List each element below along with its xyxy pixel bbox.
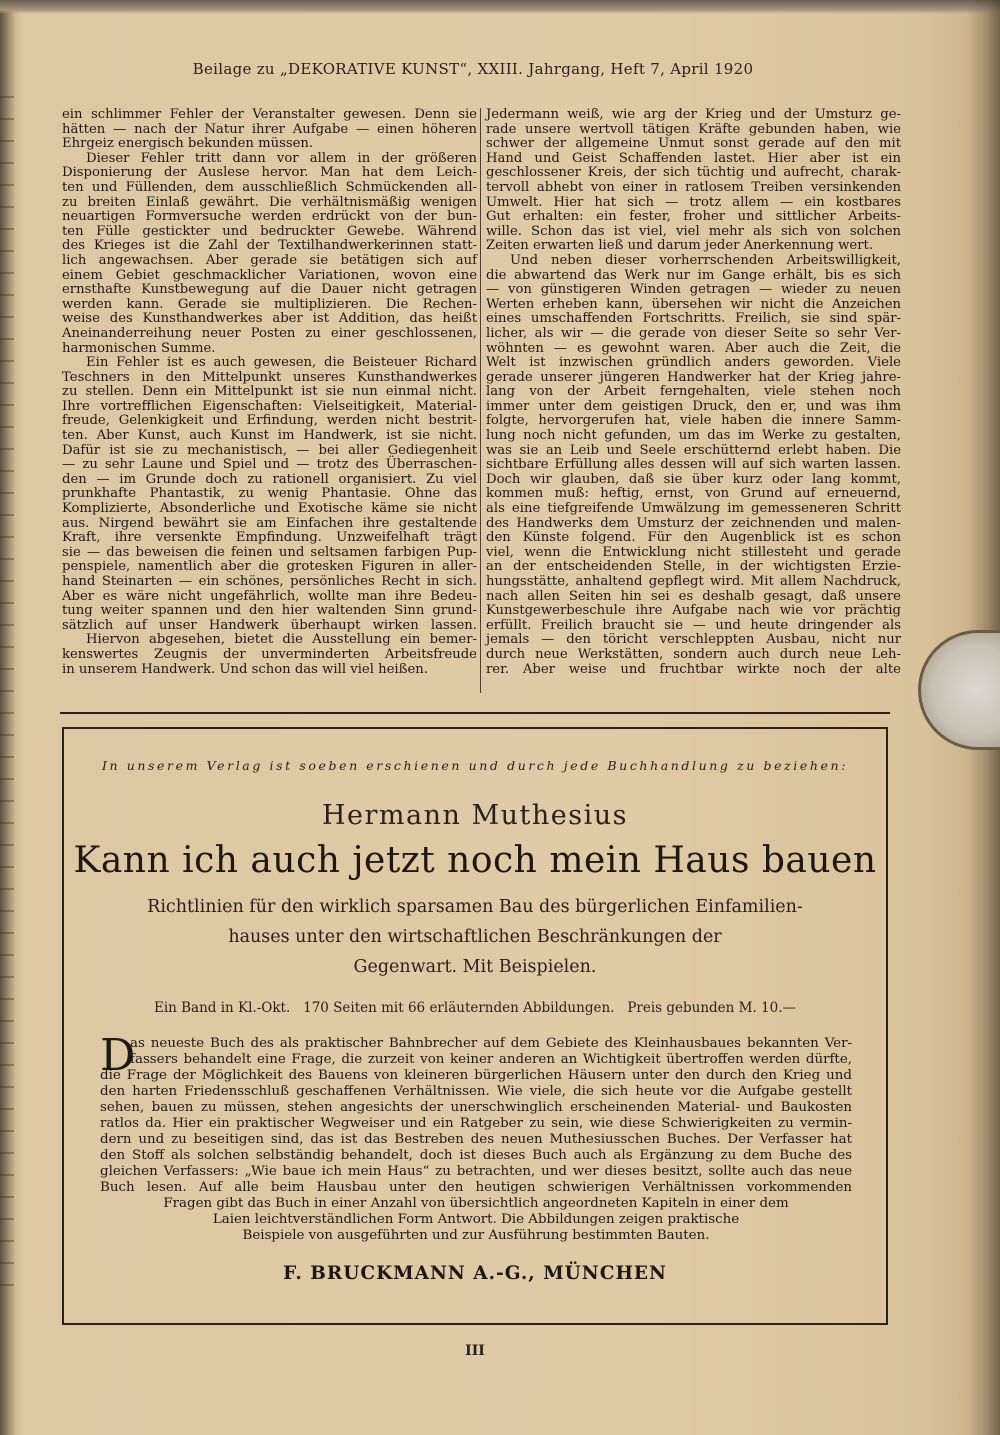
text-line: Kraft, ihre versenkte Empfindung. Unzweifelhaft trägt [62,530,477,546]
ad-body-line: Laien leichtverständlichen Form Antwort. Die Abbildungen zeigen praktische [212,1212,740,1227]
text-line: rade unsere wertvoll tätigen Kräfte gebunden haben, wie [486,121,901,137]
text-line: lung noch nicht gefunden, um das im Werke zu gestalten, [486,428,901,444]
text-line: an der entscheidenden Stelle, in der wichtigsten Erzie- [486,559,901,575]
text-line: die abwartend das Werk nur im Gange erhält, bis es sich [486,267,901,283]
text-line: licher, als wir — die gerade von dieser Seite so sehr Ver- [486,325,901,341]
ad-dropcap: D [100,1030,136,1081]
text-line: des Krieges ist die Zahl der Textilhandwerkerinnen statt- [62,238,477,254]
text-line: Jedermann weiß, wie arg der Krieg und der Umsturz ge- [486,107,901,122]
text-line: den — im Grunde doch zu rationell organisiert. Zu viel [62,471,477,487]
text-line: wille. Schon das ist viel, viel mehr als sich von solchen [486,223,901,239]
text-line: rer. Aber weise und fruchtbar wirkte noch der alte [486,661,901,677]
text-line: Dieser Fehler tritt dann vor allem in der größeren [86,150,477,166]
text-line: — zu sehr Laune und Spiel und — trotz des Überraschen- [62,457,477,473]
text-line: was sie an Leib und Seele erschütternd erlebt haben. Die [486,442,901,458]
text-line: Welt ist inzwischen gründlich anders geworden. Viele [486,355,901,371]
text-line: Disponierung der Auslese hervor. Man hat dem Leich- [62,165,477,181]
text-line: weise des Kunsthandwerkes aber ist Addition, das heißt [62,311,477,327]
ad-intro: In unserem Verlag ist soeben erschienen und durch jede Buchhandlung zu beziehen: [101,758,849,773]
text-line: Ihre vortrefflichen Eigenschaften: Vielseitigkeit, Material- [62,398,477,414]
ad-author: Hermann Muthesius [322,800,628,831]
ad-body-line: ratlos da. Hier ein praktischer Wegweiser und ein Ratgeber zu sein, wie diese Schwierigkeiten zu vermin- [100,1116,852,1131]
text-line: Kunstgewerbeschule ihre Aufgabe nach wie vor prächtig [486,603,901,619]
ad-subtitle-line: Gegenwart. Mit Beispielen. [353,957,597,977]
ad-book-title: Kann ich auch jetzt noch mein Haus bauen [73,840,877,881]
text-line: Hiervon abgesehen, bietet die Ausstellung ein bemer- [86,632,477,648]
text-line: immer unter dem geistigen Druck, den er, und was ihm [486,398,901,414]
text-line: — von günstigeren Winden getragen — wieder zu neuen [486,282,901,298]
text-line: werden kann. Gerade sie multiplizieren. Die Rechen- [62,296,477,312]
text-line: kenswertes Zeugnis der unverminderten Arbeitsfreude [62,646,477,662]
text-line: Umwelt. Hier hat sich — trotz allem — ein kostbares [486,194,901,210]
text-line: Und neben dieser vorherrschenden Arbeitswilligkeit, [510,252,901,268]
ad-body-line: die Frage der Möglichkeit des Bauens von kleineren bürgerlichen Häusern unter den durch den Krieg und [100,1068,852,1083]
ad-body-line: Buch lesen. Auf alle beim Hausbau unter den heutigen schwierigen Verhältnissen vorkommenden [100,1180,852,1195]
text-line: gerade unserer jüngeren Handwerker hat der Krieg jahre- [486,369,901,385]
article-column-left [62,108,477,677]
ad-body-line: den harten Friedensschluß geschaffenen Verhältnissen. Wie viele, die sich heute vor die Aufgabe gestellt [100,1084,852,1099]
text-line: hätten — nach der Natur ihrer Aufgabe — einen höheren [62,121,477,137]
page-number: III [465,1343,485,1359]
ad-body-line: dern und zu beseitigen sind, das ist das Bestreben des neuen Muthesiusschen Buches. Der Verfasser hat [100,1132,852,1147]
text-line: in unserem Handwerk. Und schon das will viel heißen. [62,661,428,677]
text-line: sie — das beweisen die feinen und seltsamen farbigen Pup- [62,544,477,560]
text-line: ein schlimmer Fehler der Veranstalter gewesen. Denn sie [62,107,477,122]
ad-body-line: den Stoff als solchen selbständig behandelt, doch ist dieses Buch auch als Ergänzung zu dem Buche des [100,1148,852,1163]
text-line: sichtbare Erfüllung alles dessen will auf sich warten lassen. [486,457,901,473]
text-line: Hand und Geist Schaffenden lastet. Hier aber ist ein [486,150,901,166]
article-column-right [486,108,901,677]
text-line: kommen muß: heftig, ernst, von Grund auf erneuernd, [486,486,901,502]
text-line: Gut erhalten: ein fester, froher und sittlicher Arbeits- [486,209,901,225]
text-line: lang von der Arbeit ferngehalten, viele stehen noch [486,384,901,400]
text-line: neuartigen Formversuche werden erdrückt von der bun- [62,209,477,225]
text-line: Doch wir glauben, daß sie über kurz oder lang kommt, [486,471,901,487]
text-line: jemals — den töricht verschleppten Ausbau, nicht nur [486,632,901,648]
text-line: Dafür ist sie zu mechanistisch, — bei aller Gediegenheit [62,442,477,458]
text-line: prunkhafte Phantastik, zu wenig Phantasie. Ohne das [62,486,477,502]
text-line: ten. Aber Kunst, auch Kunst im Handwerk, ist sie nicht. [62,428,477,444]
text-line: Teschners in den Mittelpunkt unseres Kunsthandwerkes [62,369,477,385]
text-line: hand Steinarten — ein schönes, persönliches Recht in sich. [62,574,477,589]
ad-body-line: fassers behandelt eine Frage, die zurzeit von keiner anderen an Wichtigkeit übertroffen werden dürfte, [130,1052,852,1067]
text-line: zu breiten Einlaß gewährt. Die verhältnismäßig wenigen [62,194,477,210]
text-line: hungsstätte, anhaltend gepflegt wird. Mit allem Nachdruck, [486,574,901,589]
text-line: als eine tiefgreifende Umwälzung im gemesseneren Schritt [486,501,901,517]
text-line: Aneinanderreihung neuer Posten zu einer geschlossenen, [62,325,477,341]
adjacent-page-edge [0,96,14,1296]
ad-body-line: Beispiele von ausgeführten und zur Ausführung bestimmten Bauten. [242,1228,710,1243]
ad-body [100,1030,852,1244]
text-line: Komplizierte, Absonderliche und Exotische käme sie nicht [62,501,477,517]
text-line: tung weiter spannen und den hier waltenden Sinn grund- [62,603,477,619]
ad-subtitle-line: hauses unter den wirtschaftlichen Beschränkungen der [228,927,722,947]
text-line: tervoll abhebt von einer in ratlosem Treiben versinkenden [486,179,901,195]
ad-body-line: as neueste Buch des als praktischer Bahnbrecher auf dem Gebiete des Kleinhausbaues bekannten Ver- [130,1036,852,1051]
top-edge [0,0,1000,14]
text-line: einem Gebiet geschmacklicher Variationen, wovon eine [62,267,477,283]
text-line: Ehrgeiz energisch bekunden müssen. [62,136,314,152]
text-line: eines umschaffenden Fortschritts. Freilich, sie sind spär- [486,311,901,327]
text-line: Zeiten erwarten ließ und darum jeder Anerkennung wert. [486,238,874,254]
text-line: erfüllt. Freilich braucht sie — und heute dringender als [486,617,901,633]
text-line: geschlossener Kreis, der sich tüchtig und aufrecht, charak- [486,165,901,181]
text-line: des Handwerks dem Umsturz der zeichnenden und malen- [486,515,901,531]
text-line: harmonischen Summe. [62,340,216,356]
text-line: viel, wenn die Entwicklung nicht stillesteht und gerade [486,544,901,560]
text-line: ten Fülle gestickter und bedruckter Gewebe. Während [62,223,477,239]
section-rule [60,712,890,714]
text-line: penspiele, namentlich aber die grotesken Figuren in aller- [62,559,477,575]
ad-body-line: sehen, bauen zu müssen, stehen angesichts der unerschwinglich erscheinenden Material- und Baukosten [100,1100,852,1115]
ad-publisher: F. BRUCKMANN A.-G., MÜNCHEN [283,1263,667,1284]
ad-body-line: Fragen gibt das Buch in einer Anzahl von übersichtlich angeordneten Kapiteln in einer dem [163,1196,789,1211]
ad-details: Ein Band in Kl.-Okt. 170 Seiten mit 66 erläuternden Abbildungen. Preis gebunden M. 10.— [153,1000,797,1016]
text-line: Aber es wäre nicht ungefährlich, wollte man ihre Bedeu- [62,588,477,604]
text-line: den Künste folgend. Für den Augenblick ist es schon [486,530,901,546]
text-line: wöhnten — es gewohnt waren. Aber auch die Zeit, die [486,340,901,356]
text-line: lich angewachsen. Aber gerade sie betätigen sich auf [62,252,477,268]
ad-subtitle-line: Richtlinien für den wirklich sparsamen Bau des bürgerlichen Einfamilien- [147,897,803,917]
running-header: Beilage zu „DEKORATIVE KUNST“, XXIII. Jahrgang, Heft 7, April 1920 [192,60,754,78]
text-line: Ein Fehler ist es auch gewesen, die Beisteuer Richard [86,355,477,371]
text-line: nach allen Seiten hin sei es deshalb gesagt, daß unsere [486,588,901,604]
text-line: folgte, hervorgerufen hat, viele haben die innere Samm- [486,413,901,429]
text-line: sätzlich auf unser Handwerk überhaupt wirken lassen. [62,617,477,633]
text-line: Werten erheben kann, übersehen wir nicht die Anzeichen [486,296,901,312]
column-divider [480,108,481,693]
text-line: ernsthafte Kunstbewegung auf die Dauer nicht getragen [62,282,477,298]
text-line: zu stellen. Denn ein Mittelpunkt ist sie nun einmal nicht. [62,384,477,400]
ad-body-line: gleichen Verfassers: „Wie baue ich mein Haus“ zu betrachten, und wer dieses besitzt, sollte auch das neue [100,1164,852,1179]
text-line: aus. Nirgend bewährt sie am Einfachen ihre gestaltende [62,515,477,531]
text-line: freude, Gelenkigkeit und Erfindung, werden nicht bestrit- [62,413,477,429]
text-line: ten und Füllenden, dem ausschließlich Schmückenden all- [62,179,477,195]
text-line: durch neue Werkstätten, sondern auch durch neue Leh- [486,646,901,662]
text-line: schwer der allgemeine Unmut sonst gerade auf den mit [486,136,901,152]
